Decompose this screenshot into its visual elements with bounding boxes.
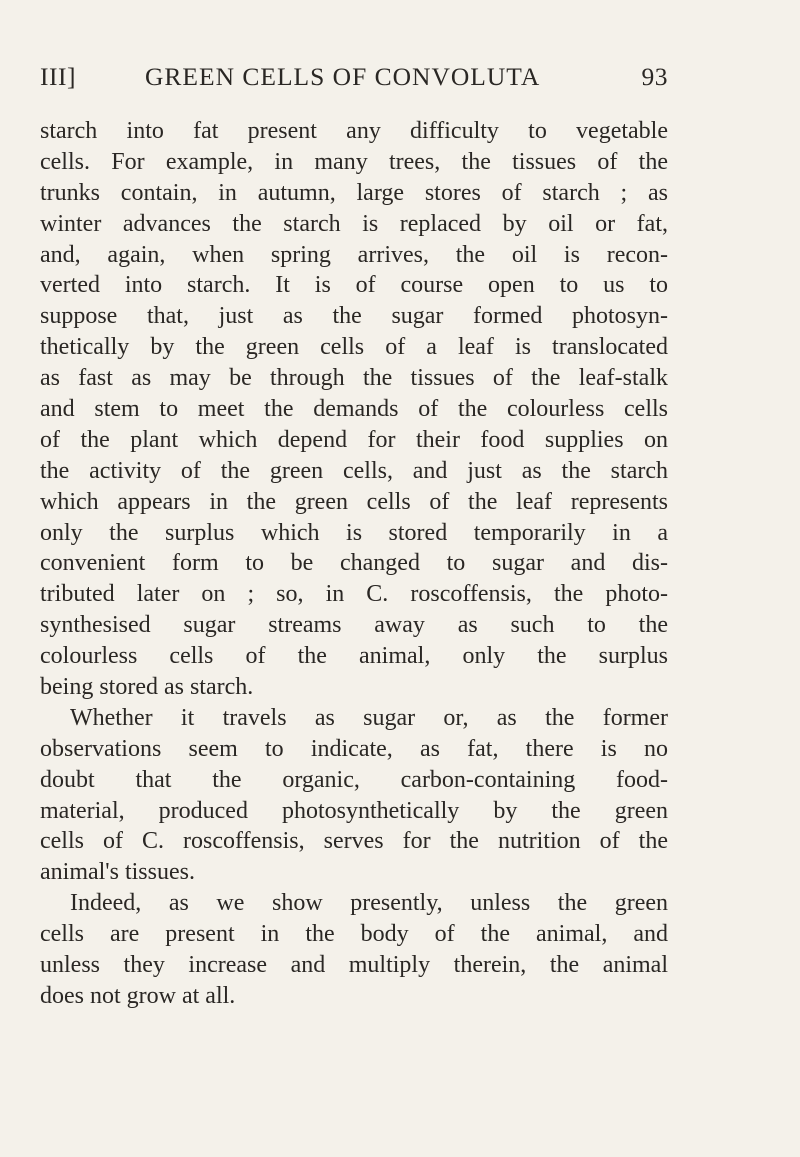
body-text <box>40 116 668 1012</box>
page-number: 93 <box>641 62 668 91</box>
text-line: winter advances the starch is replaced by oil or fat, <box>40 210 668 237</box>
text-line: material, produced photosynthetically by the green <box>40 797 668 824</box>
text-line: verted into starch. It is of course open to us to <box>40 272 668 299</box>
paragraph-end-line: does not grow at all. <box>40 982 236 1009</box>
text-line: starch into fat present any difficulty to vegetable <box>40 118 668 144</box>
text-line: cells. For example, in many trees, the tissues of the <box>40 148 668 175</box>
text-line: tributed later on ; so, in C. roscoffensis, the photo- <box>40 581 668 608</box>
text-line: of the plant which depend for their food supplies on <box>40 426 668 453</box>
text-line: as fast as may be through the tissues of the leaf-stalk <box>40 365 668 392</box>
text-line: unless they increase and multiply therein, the animal <box>40 952 668 979</box>
paragraph-start-line: Whether it travels as sugar or, as the former <box>70 704 668 731</box>
text-line: cells of C. roscoffensis, serves for the nutrition of the <box>40 828 668 855</box>
text-line: the activity of the green cells, and just as the starch <box>40 457 668 484</box>
paragraph-end-line: animal's tissues. <box>40 859 195 886</box>
text-line: and, again, when spring arrives, the oil is recon- <box>40 241 668 268</box>
text-line: convenient form to be changed to sugar and dis- <box>40 550 668 577</box>
text-line: only the surplus which is stored temporarily in a <box>40 519 668 546</box>
running-title: GREEN CELLS OF CONVOLUTA <box>145 62 541 91</box>
chapter-marker: III] <box>40 62 76 91</box>
running-head <box>40 62 668 96</box>
text-line: colourless cells of the animal, only the surplus <box>40 643 668 670</box>
text-line: trunks contain, in autumn, large stores of starch ; as <box>40 179 668 206</box>
text-line: suppose that, just as the sugar formed photosyn- <box>40 303 668 330</box>
paragraph-end-line: being stored as starch. <box>40 674 254 701</box>
paragraph-start-line: Indeed, as we show presently, unless the green <box>70 890 668 917</box>
text-line: which appears in the green cells of the leaf represents <box>40 488 668 515</box>
text-line: and stem to meet the demands of the colourless cells <box>40 396 668 423</box>
text-line: thetically by the green cells of a leaf is translocated <box>40 334 668 361</box>
text-line: doubt that the organic, carbon-containing food- <box>40 766 668 793</box>
text-line: cells are present in the body of the animal, and <box>40 921 668 948</box>
text-line: observations seem to indicate, as fat, there is no <box>40 735 668 762</box>
text-line: synthesised sugar streams away as such to the <box>40 612 668 639</box>
